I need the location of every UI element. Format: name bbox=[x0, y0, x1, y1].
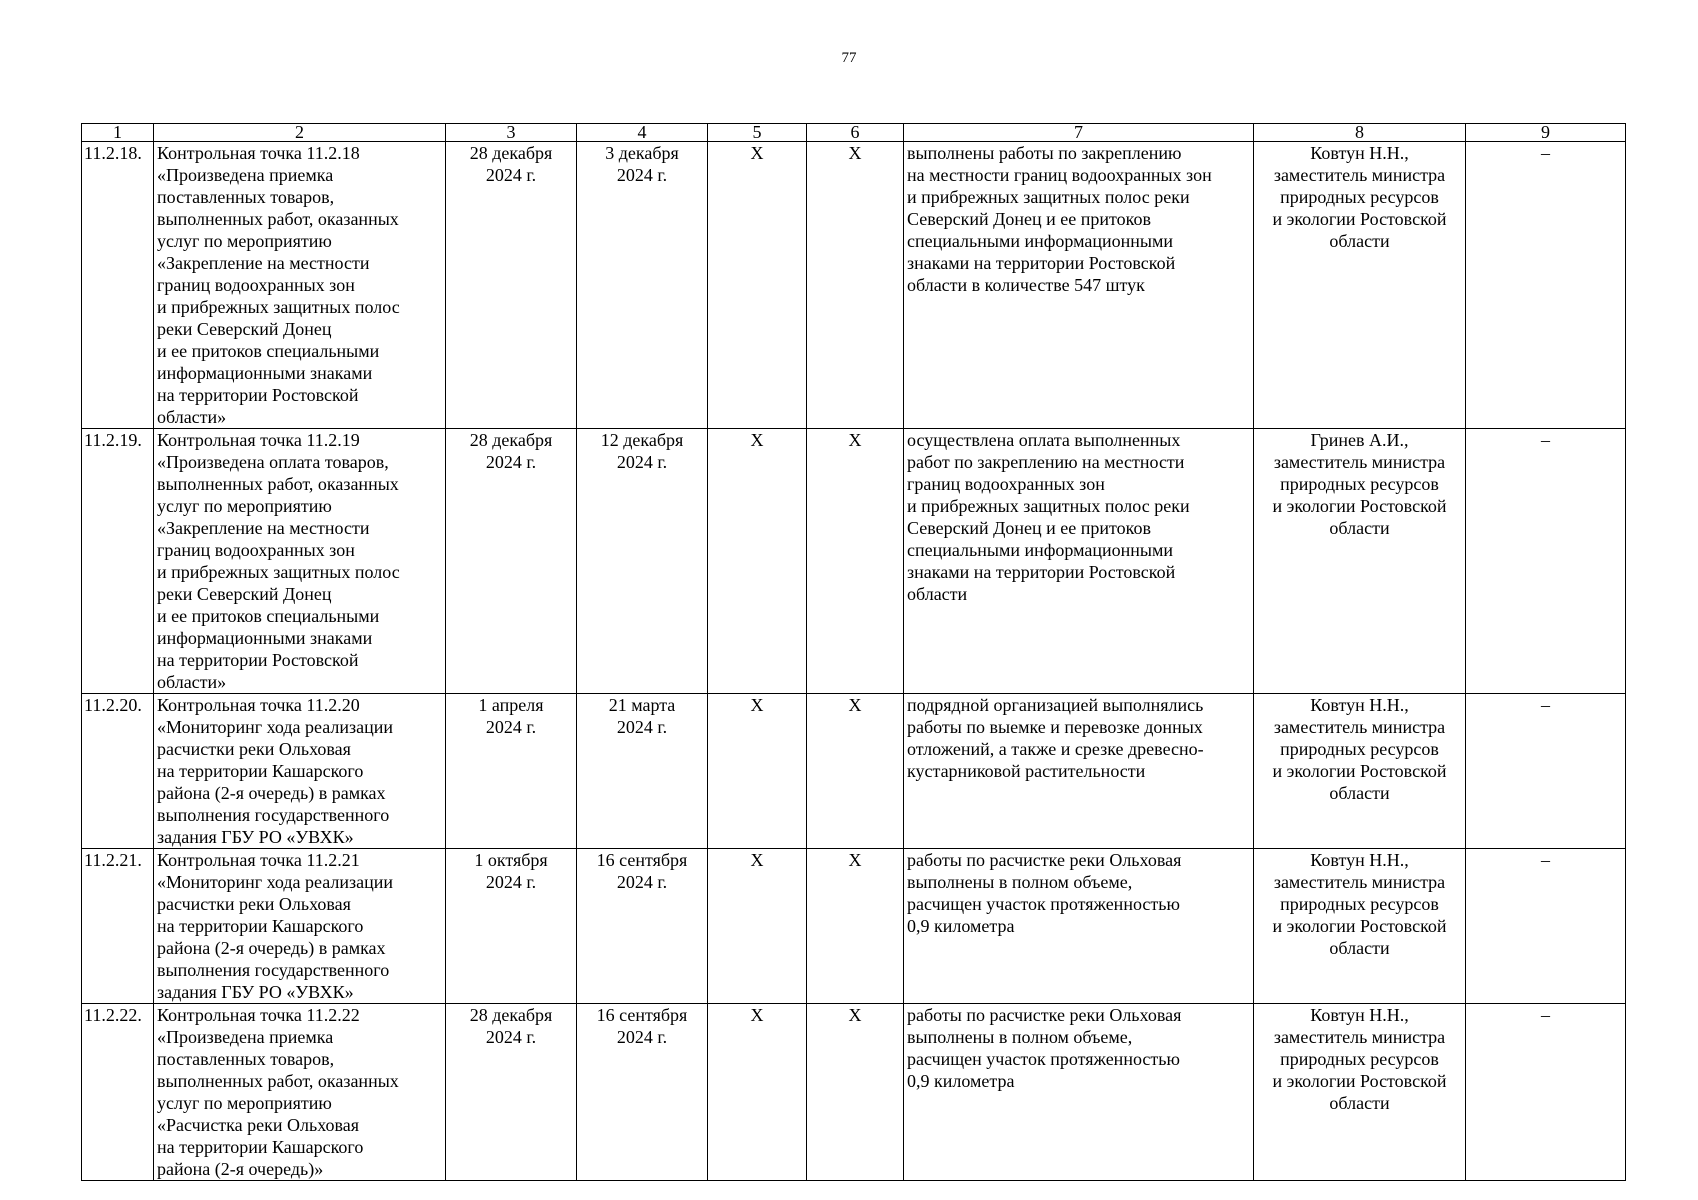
note: – bbox=[1466, 694, 1626, 849]
row-number: 11.2.21. bbox=[82, 849, 154, 1004]
column-number: 3 bbox=[446, 124, 577, 142]
column-5-value: X bbox=[708, 1004, 807, 1181]
planned-date: 1 апреля 2024 г. bbox=[446, 694, 577, 849]
table-row bbox=[82, 142, 1626, 429]
control-point-description: Контрольная точка 11.2.22 «Произведена приемка поставленных товаров, выполненных работ, оказанных услуг по мероприятию «Расчистка реки Ольховая на территории Кашарского района (2-я очередь)» bbox=[154, 1004, 446, 1181]
control-point-description: Контрольная точка 11.2.20 «Мониторинг хода реализации расчистки реки Ольховая на территории Кашарского района (2-я очередь) в рамках выполнения государственного задания ГБУ РО «УВХК» bbox=[154, 694, 446, 849]
page-number: 77 bbox=[841, 50, 857, 66]
column-number: 7 bbox=[904, 124, 1254, 142]
row-number: 11.2.18. bbox=[82, 142, 154, 429]
column-number: 2 bbox=[154, 124, 446, 142]
row-number: 11.2.19. bbox=[82, 429, 154, 694]
control-point-description: Контрольная точка 11.2.19 «Произведена оплата товаров, выполненных работ, оказанных услуг по мероприятию «Закрепление на местности границ водоохранных зон и прибрежных защитных полос реки Северский Донец и ее притоков специальными информационными знаками на территории Ростовской области» bbox=[154, 429, 446, 694]
column-5-value: X bbox=[708, 694, 807, 849]
column-number: 1 bbox=[82, 124, 154, 142]
table-row bbox=[82, 429, 1626, 694]
table-row bbox=[82, 694, 1626, 849]
note: – bbox=[1466, 849, 1626, 1004]
result-text: выполнены работы по закреплению на местности границ водоохранных зон и прибрежных защитных полос реки Северский Донец и ее притоков специальными информационными знаками на территории Ростовской области в количестве 547 штук bbox=[904, 142, 1254, 429]
responsible-person: Ковтун Н.Н., заместитель министра природных ресурсов и экологии Ростовской области bbox=[1254, 142, 1466, 429]
column-5-value: X bbox=[708, 142, 807, 429]
actual-date: 3 декабря 2024 г. bbox=[577, 142, 708, 429]
result-text: осуществлена оплата выполненных работ по закреплению на местности границ водоохранных зон и прибрежных защитных полос реки Северский Донец и ее притоков специальными информационными знаками на территории Ростовской области bbox=[904, 429, 1254, 694]
result-text: подрядной организацией выполнялись работы по выемке и перевозке донных отложений, а также и срезке древесно- кустарниковой растительности bbox=[904, 694, 1254, 849]
actual-date: 16 сентября 2024 г. bbox=[577, 849, 708, 1004]
column-6-value: X bbox=[807, 849, 904, 1004]
column-number: 6 bbox=[807, 124, 904, 142]
column-6-value: X bbox=[807, 142, 904, 429]
column-number: 4 bbox=[577, 124, 708, 142]
actual-date: 12 декабря 2024 г. bbox=[577, 429, 708, 694]
planned-date: 28 декабря 2024 г. bbox=[446, 429, 577, 694]
note: – bbox=[1466, 429, 1626, 694]
column-number: 9 bbox=[1466, 124, 1626, 142]
column-number-row bbox=[82, 124, 1626, 142]
note: – bbox=[1466, 1004, 1626, 1181]
responsible-person: Ковтун Н.Н., заместитель министра природных ресурсов и экологии Ростовской области bbox=[1254, 694, 1466, 849]
column-number: 8 bbox=[1254, 124, 1466, 142]
table-row bbox=[82, 1004, 1626, 1181]
actual-date: 21 марта 2024 г. bbox=[577, 694, 708, 849]
column-5-value: X bbox=[708, 429, 807, 694]
row-number: 11.2.22. bbox=[82, 1004, 154, 1181]
actual-date: 16 сентября 2024 г. bbox=[577, 1004, 708, 1181]
column-6-value: X bbox=[807, 429, 904, 694]
control-point-description: Контрольная точка 11.2.18 «Произведена приемка поставленных товаров, выполненных работ, оказанных услуг по мероприятию «Закрепление на местности границ водоохранных зон и прибрежных защитных полос реки Северский Донец и ее притоков специальными информационными знаками на территории Ростовской области» bbox=[154, 142, 446, 429]
result-text: работы по расчистке реки Ольховая выполнены в полном объеме, расчищен участок протяженностью 0,9 километра bbox=[904, 849, 1254, 1004]
table-row bbox=[82, 849, 1626, 1004]
note: – bbox=[1466, 142, 1626, 429]
result-text: работы по расчистке реки Ольховая выполнены в полном объеме, расчищен участок протяженностью 0,9 километра bbox=[904, 1004, 1254, 1181]
column-6-value: X bbox=[807, 694, 904, 849]
responsible-person: Ковтун Н.Н., заместитель министра природных ресурсов и экологии Ростовской области bbox=[1254, 849, 1466, 1004]
responsible-person: Ковтун Н.Н., заместитель министра природных ресурсов и экологии Ростовской области bbox=[1254, 1004, 1466, 1181]
column-number: 5 bbox=[708, 124, 807, 142]
responsible-person: Гринев А.И., заместитель министра природных ресурсов и экологии Ростовской области bbox=[1254, 429, 1466, 694]
planned-date: 28 декабря 2024 г. bbox=[446, 142, 577, 429]
control-point-description: Контрольная точка 11.2.21 «Мониторинг хода реализации расчистки реки Ольховая на территории Кашарского района (2-я очередь) в рамках выполнения государственного задания ГБУ РО «УВХК» bbox=[154, 849, 446, 1004]
planned-date: 28 декабря 2024 г. bbox=[446, 1004, 577, 1181]
column-5-value: X bbox=[708, 849, 807, 1004]
column-6-value: X bbox=[807, 1004, 904, 1181]
row-number: 11.2.20. bbox=[82, 694, 154, 849]
planned-date: 1 октября 2024 г. bbox=[446, 849, 577, 1004]
control-points-table bbox=[81, 123, 1626, 1181]
